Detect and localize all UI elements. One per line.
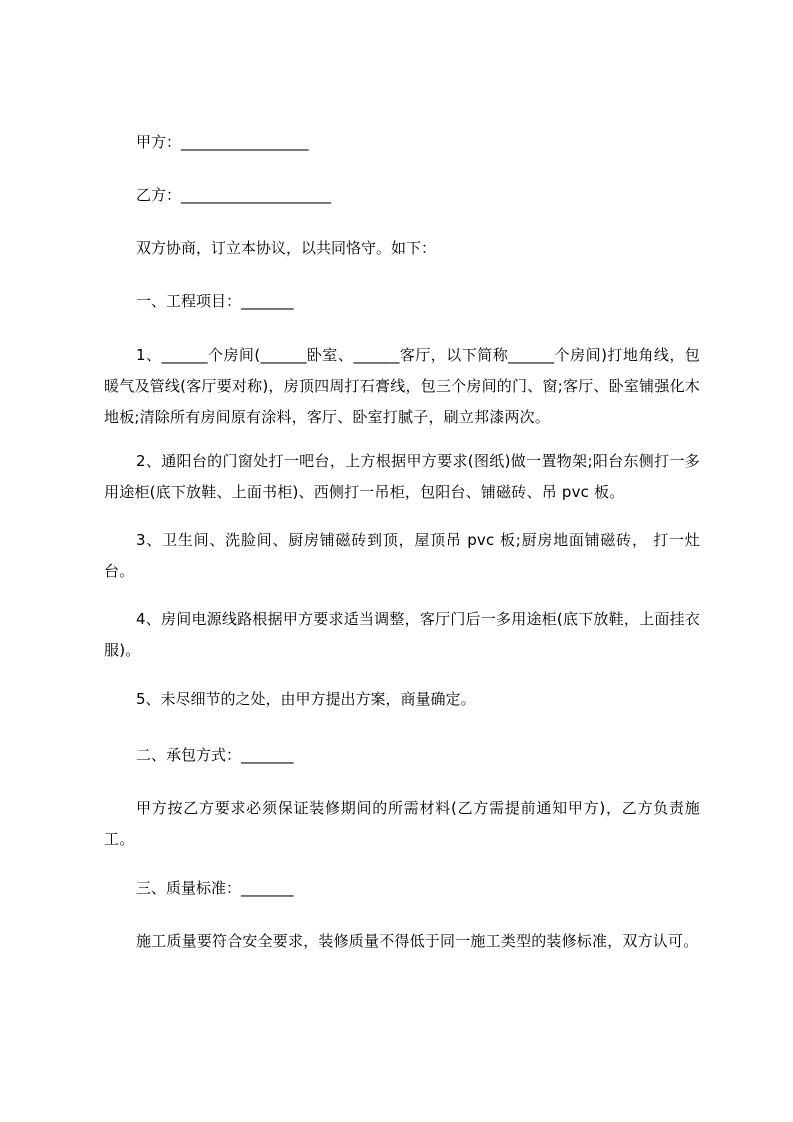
section-1-title: 一、工程项目：_______	[136, 292, 294, 310]
item-5-line: 5、未尽细节的之处，由甲方提出方案，商量确定。	[136, 690, 476, 708]
item-2-paragraph: 2、通阳台的门窗处打一吧台，上方根据甲方要求(图纸)做一置物架;阳台东侧打一多用途柜(底下放鞋、上面书柜)、西侧打一吊柜，包阳台、铺磁砖、吊 pvc 板。	[104, 452, 700, 501]
party-a-line: 甲方：_________________	[136, 133, 309, 151]
intro-line: 双方协商，订立本协议，以共同恪守。如下：	[136, 239, 437, 257]
section-2-body: 甲方按乙方要求必须保证装修期间的所需材料(乙方需提前通知甲方)，乙方负责施工。	[104, 799, 700, 848]
section-3-title: 三、质量标准：_______	[136, 879, 294, 897]
section-3-body: 施工质量要符合安全要求，装修质量不得低于同一施工类型的装修标准，双方认可。	[136, 932, 699, 950]
item-1-paragraph: 1、______个房间(______卧室、______客厅，以下简称______个房间)打地角线，包暖气及管线(客厅要对称)，房顶四周打石膏线，包三个房间的门、窗;客厅、卧室铺强化木地板;清除所有房间原有涂料，客厅、卧室打腻子，刷立邦漆两次。	[104, 346, 700, 426]
party-b-line: 乙方：____________________	[136, 186, 332, 204]
item-4-paragraph: 4、房间电源线路根据甲方要求适当调整，客厅门后一多用途柜(底下放鞋，上面挂衣服)。	[104, 610, 700, 659]
section-2-title: 二、承包方式：_______	[136, 746, 294, 764]
item-3-paragraph: 3、卫生间、洗脸间、厨房铺磁砖到顶，屋顶吊 pvc 板;厨房地面铺磁砖， 打一灶台。	[104, 531, 700, 580]
